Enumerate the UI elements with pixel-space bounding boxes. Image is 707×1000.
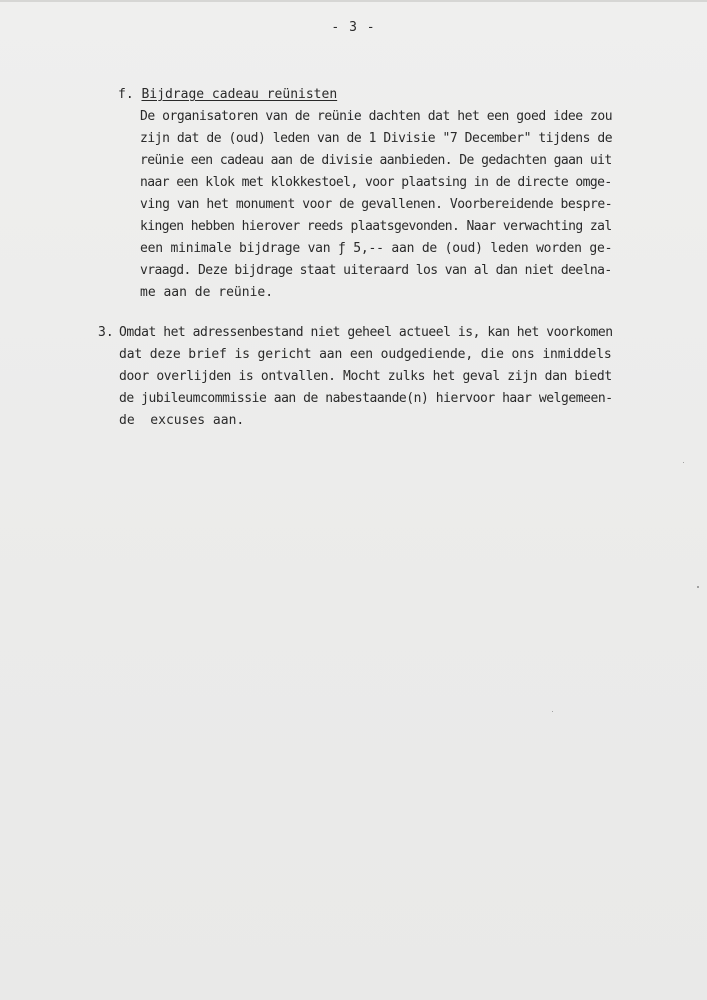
section-f-line: De organisatoren van de reünie dachten dat het een goed idee zou [140,109,613,124]
section-3-marker: 3. [98,325,114,340]
section-f-line: een minimale bijdrage van ƒ 5,-- aan de (oud) leden worden ge- [140,241,613,256]
section-f-heading-line [118,87,337,103]
section-f-marker: f. [118,87,134,102]
section-f-line: naar een klok met klokkestoel, voor plaatsing in de directe omge- [140,175,612,190]
page-top-edge [0,0,707,2]
section-3-line: door overlijden is ontvallen. Mocht zulks het geval zijn dan biedt [119,369,612,384]
section-3-line: Omdat het adressenbestand niet geheel actueel is, kan het voorkomen [119,325,613,340]
section-f-line: me aan de reünie. [140,285,274,300]
scan-speck [552,711,553,712]
scan-speck [683,462,684,463]
section-3-line: de jubileumcommissie aan de nabestaande(n) hiervoor haar welgemeen- [119,391,613,406]
section-f-line: ving van het monument voor de gevallenen. Voorbereidende bespre- [140,197,613,212]
page-number: - 3 - [331,20,376,35]
section-f-line: vraagd. Deze bijdrage staat uiteraard los van al dan niet deelna- [140,263,612,278]
scan-speck [697,586,699,588]
section-f-line: reünie een cadeau aan de divisie aanbieden. De gedachten gaan uit [140,153,612,168]
section-f-heading: Bijdrage cadeau reünisten [141,87,338,102]
section-3-line: de excuses aan. [119,413,245,428]
section-f-line: zijn dat de (oud) leden van de 1 Divisie "7 December" tijdens de [140,131,613,146]
section-3-line: dat deze brief is gericht aan een oudgediende, die ons inmiddels [119,347,612,362]
section-f-line: kingen hebben hierover reeds plaatsgevonden. Naar verwachting zal [140,219,612,234]
